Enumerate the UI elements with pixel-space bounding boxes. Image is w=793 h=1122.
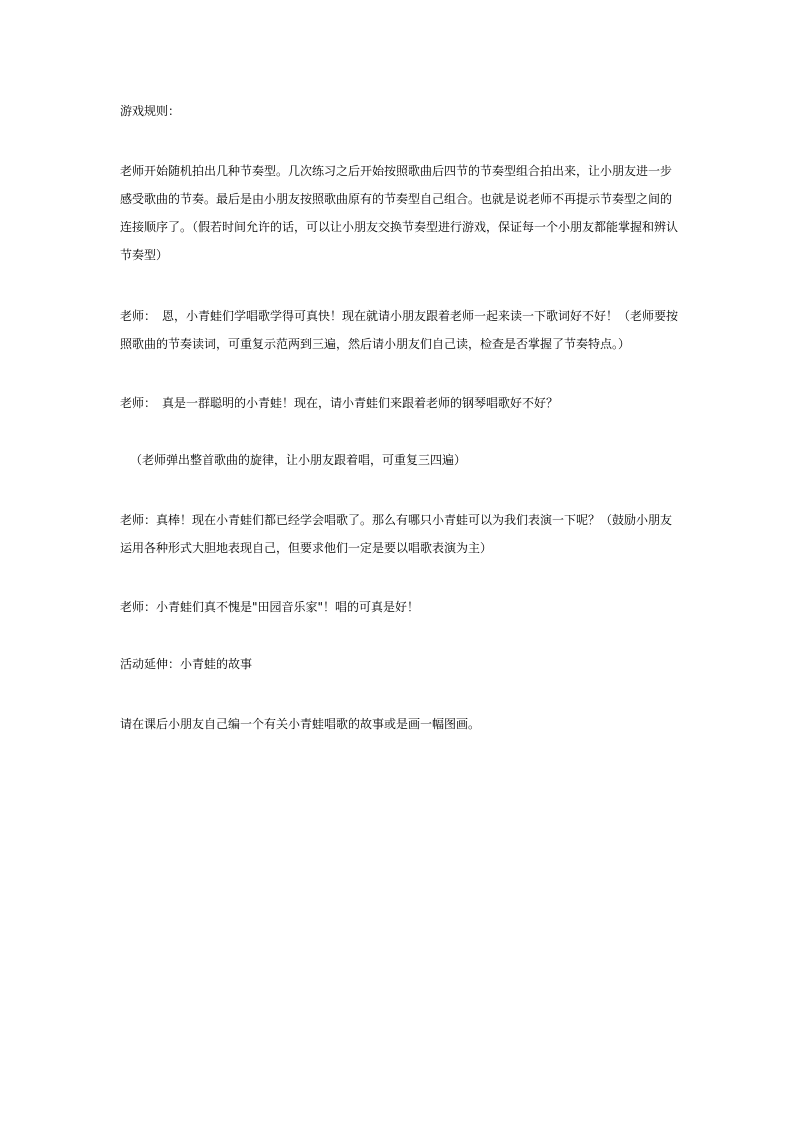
game-rules-heading: 游戏规则： [120, 104, 181, 118]
activity-extension-heading: 活动延伸：小青蛙的故事 [120, 657, 253, 671]
piano-note-paragraph: （老师弹出整首歌曲的旋律，让小朋友跟着唱，可重复三四遍） [130, 453, 467, 467]
game-rules-paragraph: 老师开始随机拍出几种节奏型。几次练习之后开始按照歌曲后四节的节奏型组合拍出来，让小朋友进一步感受歌曲的节奏。最后是由小朋友按照歌曲原有的节奏型自己组合。也就是说老师不再提示节奏型之间的连接顺序了。（假若时间允许的话，可以让小朋友交换节奏型进行游戏，保证每一个小朋友都能掌握和辨认节奏型） [120, 164, 679, 262]
homework-paragraph: 请在课后小朋友自己编一个有关小青蛙唱歌的故事或是画一幅图画。 [120, 717, 481, 731]
teacher-piano-paragraph: 老师： 真是一群聪明的小青蛙！现在，请小青蛙们来跟着老师的钢琴唱歌好不好？ [120, 396, 559, 410]
teacher-lyrics-paragraph: 老师： 恩，小青蛙们学唱歌学得可真快！现在就请小朋友跟着老师一起来读一下歌词好不好！（老师要按照歌曲的节奏读词，可重复示范两到三遍，然后请小朋友们自己读，检查是否掌握了节奏特点。） [120, 309, 679, 351]
teacher-praise-paragraph: 老师：小青蛙们真不愧是"田园音乐家"！唱的可真是好！ [120, 600, 420, 614]
teacher-performance-paragraph: 老师：真棒！现在小青蛙们都已经学会唱歌了。那么有哪只小青蛙可以为我们表演一下呢？（鼓励小朋友运用各种形式大胆地表现自己，但要求他们一定是要以唱歌表演为主） [120, 513, 673, 555]
